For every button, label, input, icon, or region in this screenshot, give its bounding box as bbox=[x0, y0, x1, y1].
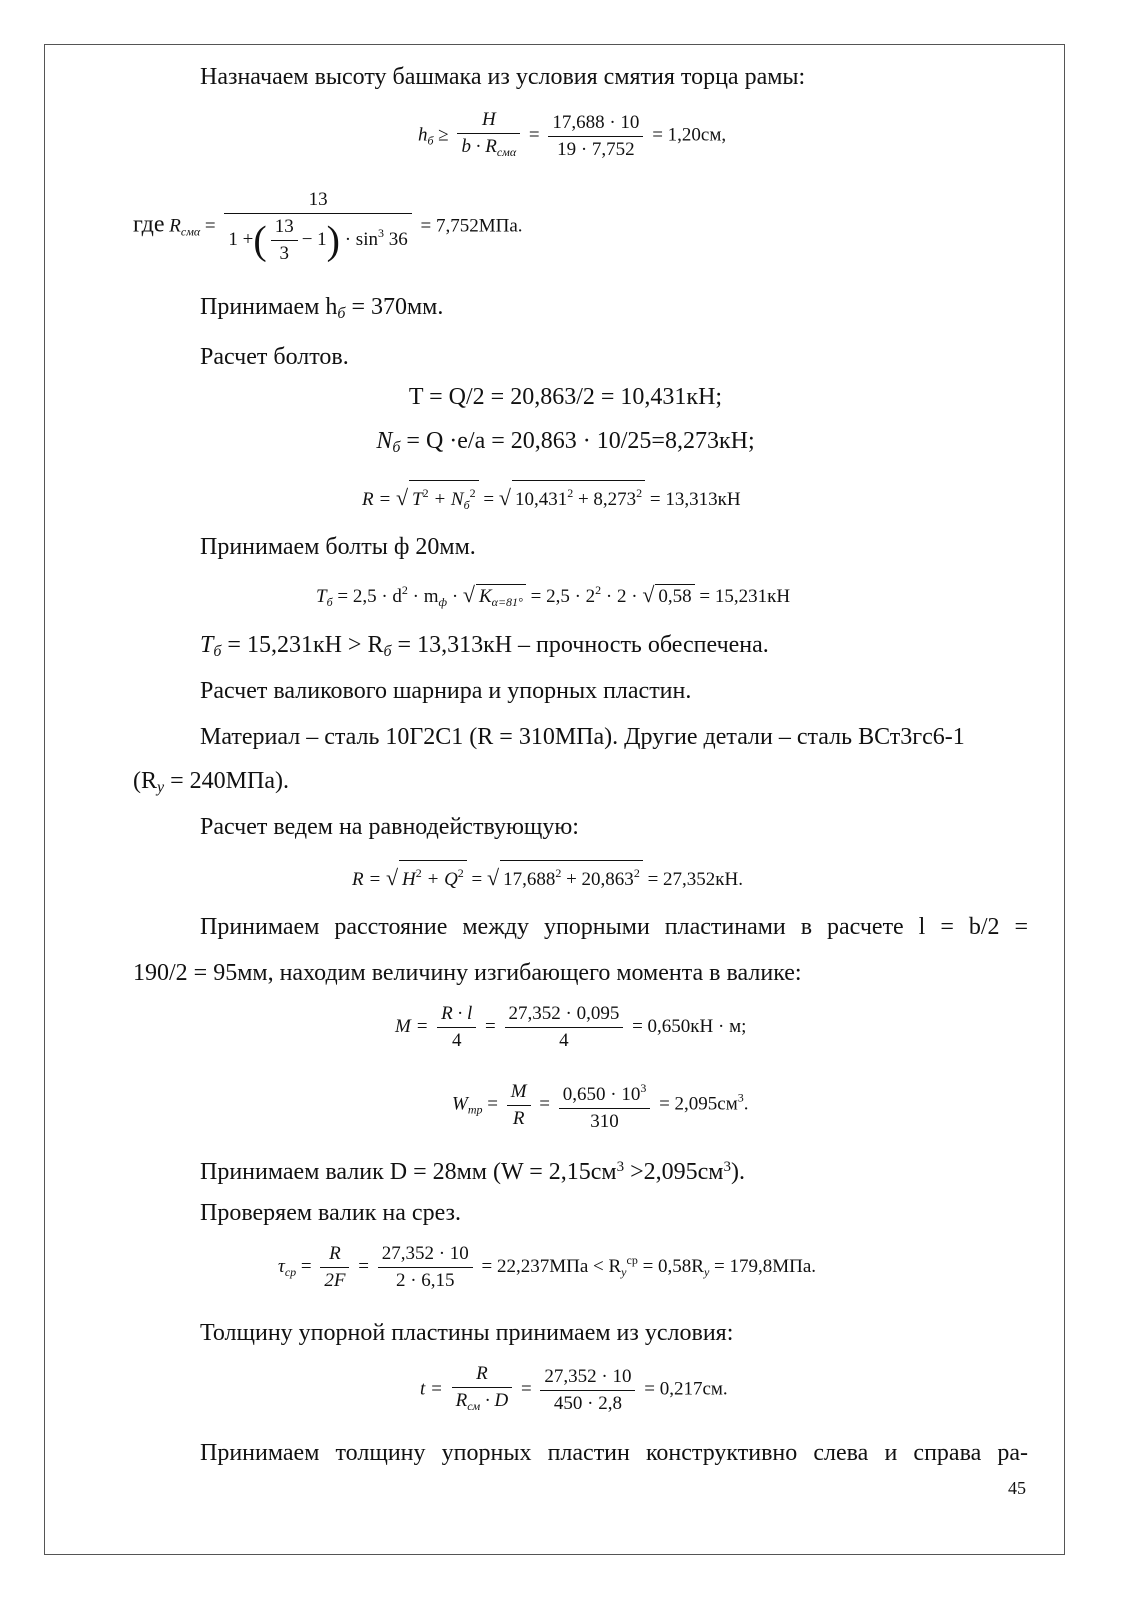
equation-shoe-height: $h_б$ ≥ $\frac{H}{b \cdot R_{см\alpha}}$ = $\frac{17,688 \cdot 10}{19 \cdot 7,752}$ = 1,20см, bbox=[418, 109, 727, 160]
text-line: Принимаем толщину упорных пластин конструктивно слева и справа ра- bbox=[200, 1440, 1028, 1466]
text-line: Толщину упорной пластины принимаем из условия: bbox=[200, 1320, 734, 1346]
equation-moment: M = $\frac{R \cdot l}{4}$ = $\frac{27,352 \cdot 0,095}{4}$ = 0,650кН · м; bbox=[395, 1003, 747, 1051]
equation-t: T = Q/2 = 20,863/2 = 10,431кН; bbox=[408, 384, 723, 410]
equation-w-tr: $W_{тр}$ = $\frac{M}{R}$ = $\frac{0,650 \cdot 10^3}{310}$ = $2,095см^3$. bbox=[452, 1076, 749, 1134]
text-line: Материал – сталь 10Г2С1 (R = 310МПа). Другие детали – сталь ВСт3гс6-1 bbox=[200, 724, 965, 750]
equation-r-bolts: R = √ $T^2 + N_б^2$ = √ $10,431^2 + 8,273^2 = 13,313кН$ bbox=[362, 480, 741, 517]
equation-plate-thickness: t = $\frac{R}{R_{см} \cdot D}$ = $\frac{27,352 \cdot 10}{450 \cdot 2,8}$ = 0,217см. bbox=[420, 1363, 728, 1414]
equation-r-resultant: R = √ $H^2 + Q^2$ = √ $17,688^2 + 20,863^2 = 27,352кН$. bbox=[352, 860, 743, 892]
equation-r-sm-alpha: где $R_{см\alpha}$ = 13 1 +( $\frac{13}{3}$ − $1) \cdot \sin^3 36$ = 7,752МПа. bbox=[133, 189, 523, 264]
equation-t-b: $T_б = 2,5 \cdot d^2 \cdot m_ф$ · √ $K_{\alpha=81^\circ} = 2,5 \cdot 2^2 \cdot 2$ · √ 0,58 = 15,231кН bbox=[316, 578, 790, 614]
equation-n-b: $N_б = Q \cdot e/a = 20,863 \cdot 10/25=8,273кН$; bbox=[376, 428, 755, 456]
text-line: 190/2 = 95мм, находим величину изгибающего момента в валике: bbox=[133, 960, 802, 986]
equation-shear: $\tau_{ср}$ = $\frac{R}{2F}$ = $\frac{27,352 \cdot 10}{2 \cdot 6,15}$ = $22,237МПа < R_y^{ср} = 0,58R_y = 179,8МПа$. bbox=[278, 1243, 817, 1291]
text-line: $T_б = 15,231кН > R_б = 13,313кН$ – прочность обеспечена. bbox=[200, 632, 769, 660]
text-line: Проверяем валик на срез. bbox=[200, 1200, 461, 1226]
text-line: $(R_y = 240МПа)$. bbox=[133, 768, 289, 796]
text-line: Расчет валикового шарнира и упорных пластин. bbox=[200, 678, 692, 704]
text-line: Расчет болтов. bbox=[200, 344, 349, 370]
page-number: 45 bbox=[1008, 1478, 1026, 1498]
text-line: Принимаем расстояние между упорными пластинами в расчете l = b/2 = bbox=[200, 914, 1028, 940]
text-line: Назначаем высоту башмака из условия смятия торца рамы: bbox=[200, 64, 806, 90]
text-line: Расчет ведем на равнодействующую: bbox=[200, 814, 579, 840]
text-line: Принимаем $h_б = 370мм$. bbox=[200, 294, 444, 322]
text-line: Принимаем болты ф 20мм. bbox=[200, 534, 476, 560]
text-line: Принимаем валик D = 28мм $(W = 2,15см^3 >2,095см^3)$. bbox=[200, 1159, 745, 1185]
